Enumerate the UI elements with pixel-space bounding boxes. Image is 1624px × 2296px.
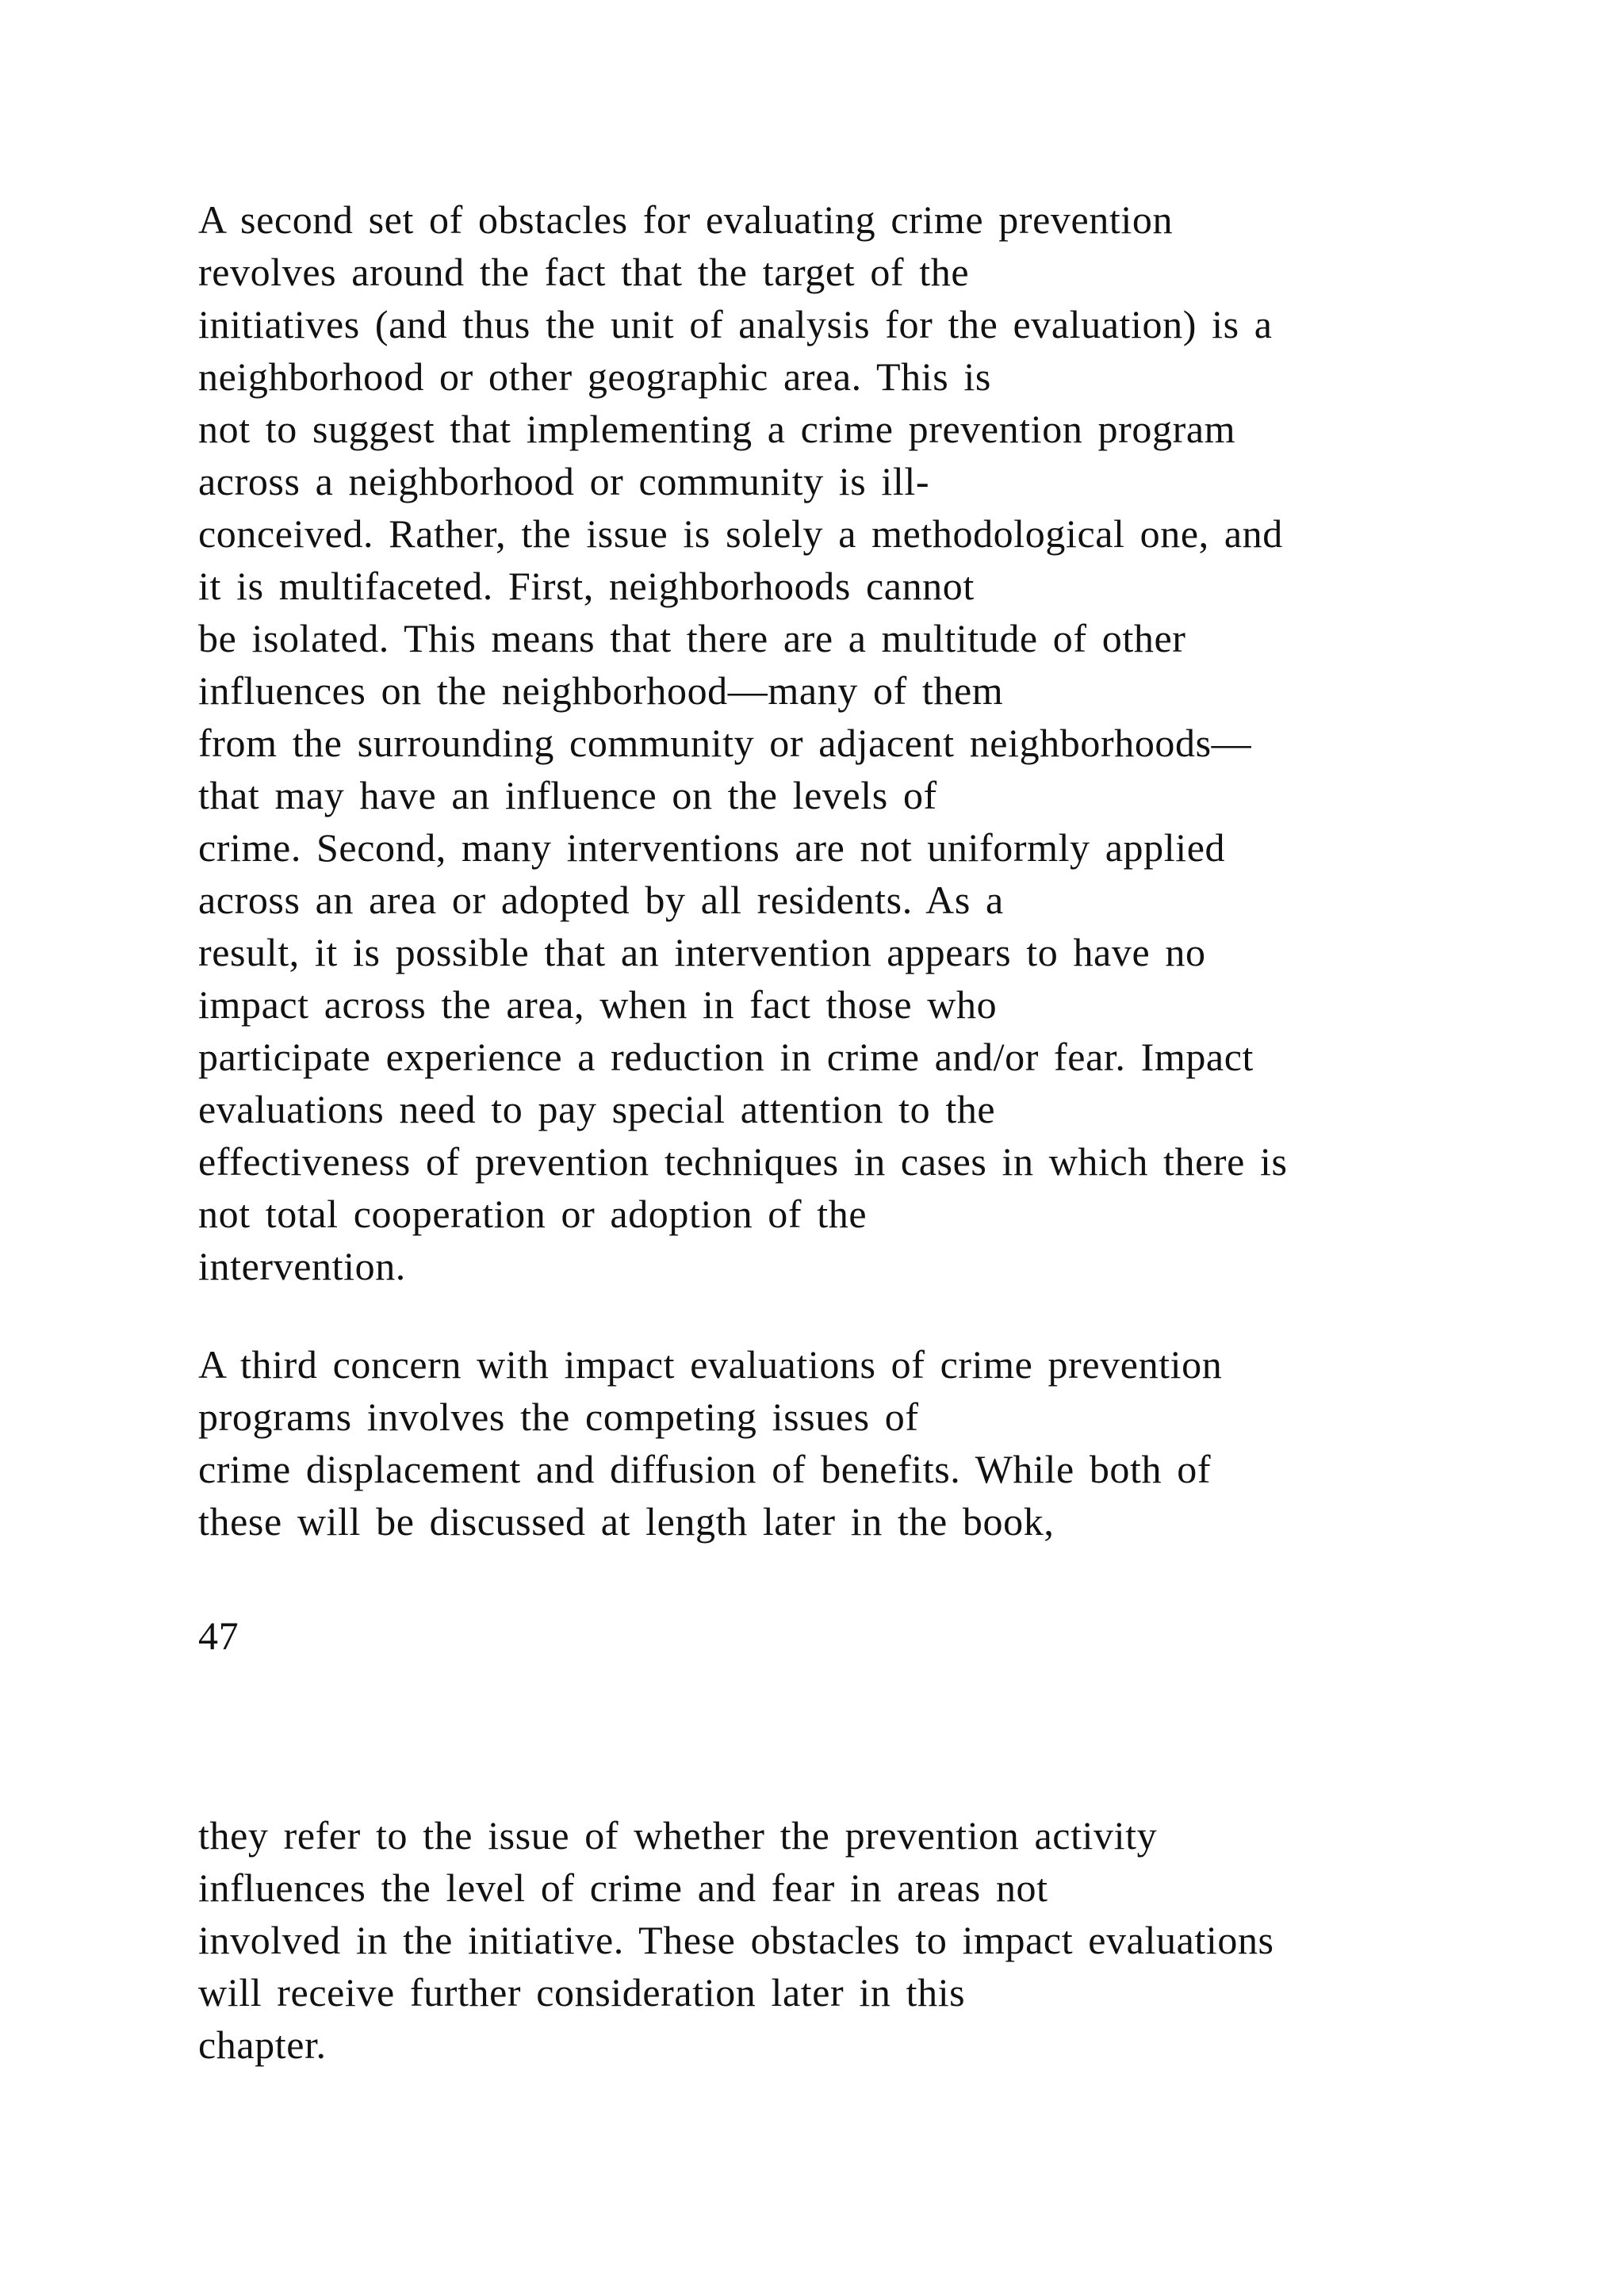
- text-line: involved in the initiative. These obstacles to impact evaluations: [198, 1918, 1274, 1962]
- text-line: initiatives (and thus the unit of analysis for the evaluation) is a: [198, 302, 1273, 346]
- text-line: crime displacement and diffusion of benefits. While both of: [198, 1447, 1212, 1491]
- text-line: revolves around the fact that the target of the: [198, 250, 970, 294]
- text-line: not total cooperation or adoption of the: [198, 1192, 868, 1236]
- text-line: conceived. Rather, the issue is solely a methodological one, and: [198, 511, 1283, 556]
- text-line: crime. Second, many interventions are not uniformly applied: [198, 825, 1226, 870]
- text-line: from the surrounding community or adjacent neighborhoods—: [198, 721, 1252, 765]
- text-line: will receive further consideration later in this: [198, 1970, 966, 2015]
- text-line: influences the level of crime and fear in areas not: [198, 1866, 1048, 1910]
- text-line: programs involves the competing issues of: [198, 1395, 919, 1439]
- text-line: across a neighborhood or community is ill-: [198, 459, 930, 503]
- text-line: they refer to the issue of whether the prevention activity: [198, 1813, 1158, 1858]
- text-line: A third concern with impact evaluations of crime prevention: [198, 1342, 1223, 1387]
- paragraph-obstacles-unit-of-analysis: [198, 193, 1546, 1292]
- text-line: that may have an influence on the levels of: [198, 773, 937, 817]
- text-line: effectiveness of prevention techniques in cases in which there is: [198, 1139, 1288, 1184]
- text-line: A second set of obstacles for evaluating crime prevention: [198, 197, 1174, 242]
- text-line: result, it is possible that an intervention appears to have no: [198, 930, 1206, 974]
- paragraph-continuation: [198, 1809, 1546, 2071]
- text-line: influences on the neighborhood—many of them: [198, 668, 1004, 713]
- text-line: participate experience a reduction in crime and/or fear. Impact: [198, 1035, 1254, 1079]
- text-line: intervention.: [198, 1244, 406, 1288]
- text-line: not to suggest that implementing a crime prevention program: [198, 407, 1236, 451]
- text-line: impact across the area, when in fact those who: [198, 982, 998, 1027]
- text-line: chapter.: [198, 2022, 327, 2067]
- text-line: these will be discussed at length later in the book,: [198, 1499, 1055, 1544]
- text-line: neighborhood or other geographic area. This is: [198, 354, 991, 399]
- paragraph-displacement-diffusion: [198, 1338, 1546, 1548]
- text-line: evaluations need to pay special attention to the: [198, 1087, 996, 1131]
- page-number: 47: [198, 1613, 239, 1658]
- text-line: across an area or adopted by all residents. As a: [198, 878, 1004, 922]
- text-line: it is multifaceted. First, neighborhoods cannot: [198, 564, 975, 608]
- text-line: be isolated. This means that there are a multitude of other: [198, 616, 1186, 660]
